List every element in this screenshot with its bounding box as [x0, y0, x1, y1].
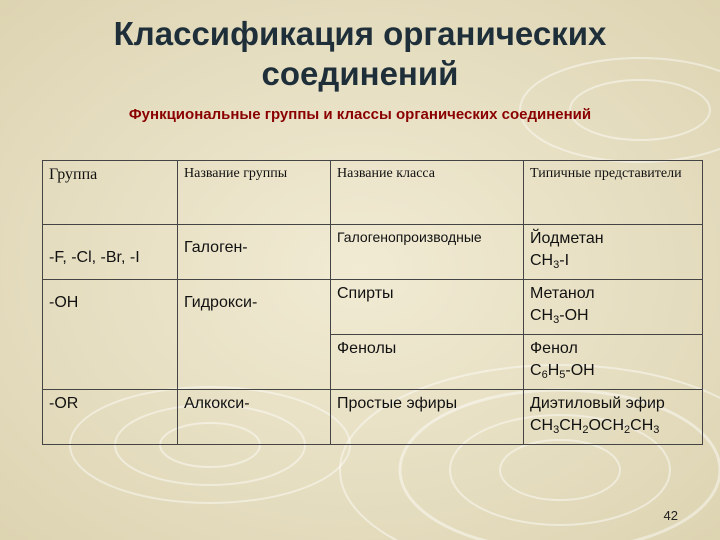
example-name: Метанол — [530, 285, 595, 302]
table-row — [43, 225, 703, 280]
cell-example — [524, 225, 703, 280]
example-formula: $C_6H_5-OH$ — [530, 362, 595, 381]
header-group-name: Название группы — [178, 161, 331, 225]
page-number: 42 — [663, 508, 678, 523]
cell-example — [524, 335, 703, 390]
example-formula: $CH_3-I$ — [530, 252, 570, 271]
example-name: Йодметан — [530, 230, 604, 247]
cell-group: -F, -Cl, -Br, -I — [43, 225, 178, 280]
header-examples: Типичные представители — [524, 161, 703, 225]
cell-group-name: Алкокси- — [178, 390, 331, 445]
cell-example — [524, 280, 703, 335]
cell-group: -OR — [43, 390, 178, 445]
cell-group-name: Галоген- — [178, 225, 331, 280]
header-class-name: Название класса — [331, 161, 524, 225]
cell-group-name: Гидрокси- — [178, 280, 331, 390]
table-row — [43, 280, 703, 335]
header-group: Группа — [43, 161, 178, 225]
cell-class-name: Спирты — [331, 280, 524, 335]
example-name: Диэтиловый эфир — [530, 395, 665, 412]
functional-groups-table — [42, 160, 703, 445]
page-title: Классификация органических соединений — [113, 15, 607, 92]
page-subtitle: Функциональные группы и классы органических соединений — [128, 106, 592, 123]
table-row — [43, 390, 703, 445]
cell-class-name: Простые эфиры — [331, 390, 524, 445]
table-header-row — [43, 161, 703, 225]
example-formula: $CH_3-OH$ — [530, 307, 589, 326]
cell-group: -OH — [43, 280, 178, 390]
example-formula: $CH_3CH_2OCH_2CH_3$ — [530, 417, 660, 436]
example-name: Фенол — [530, 340, 578, 357]
cell-class-name: Фенолы — [331, 335, 524, 390]
cell-example — [524, 390, 703, 445]
cell-class-name: Галогенопроизводные — [331, 225, 524, 280]
